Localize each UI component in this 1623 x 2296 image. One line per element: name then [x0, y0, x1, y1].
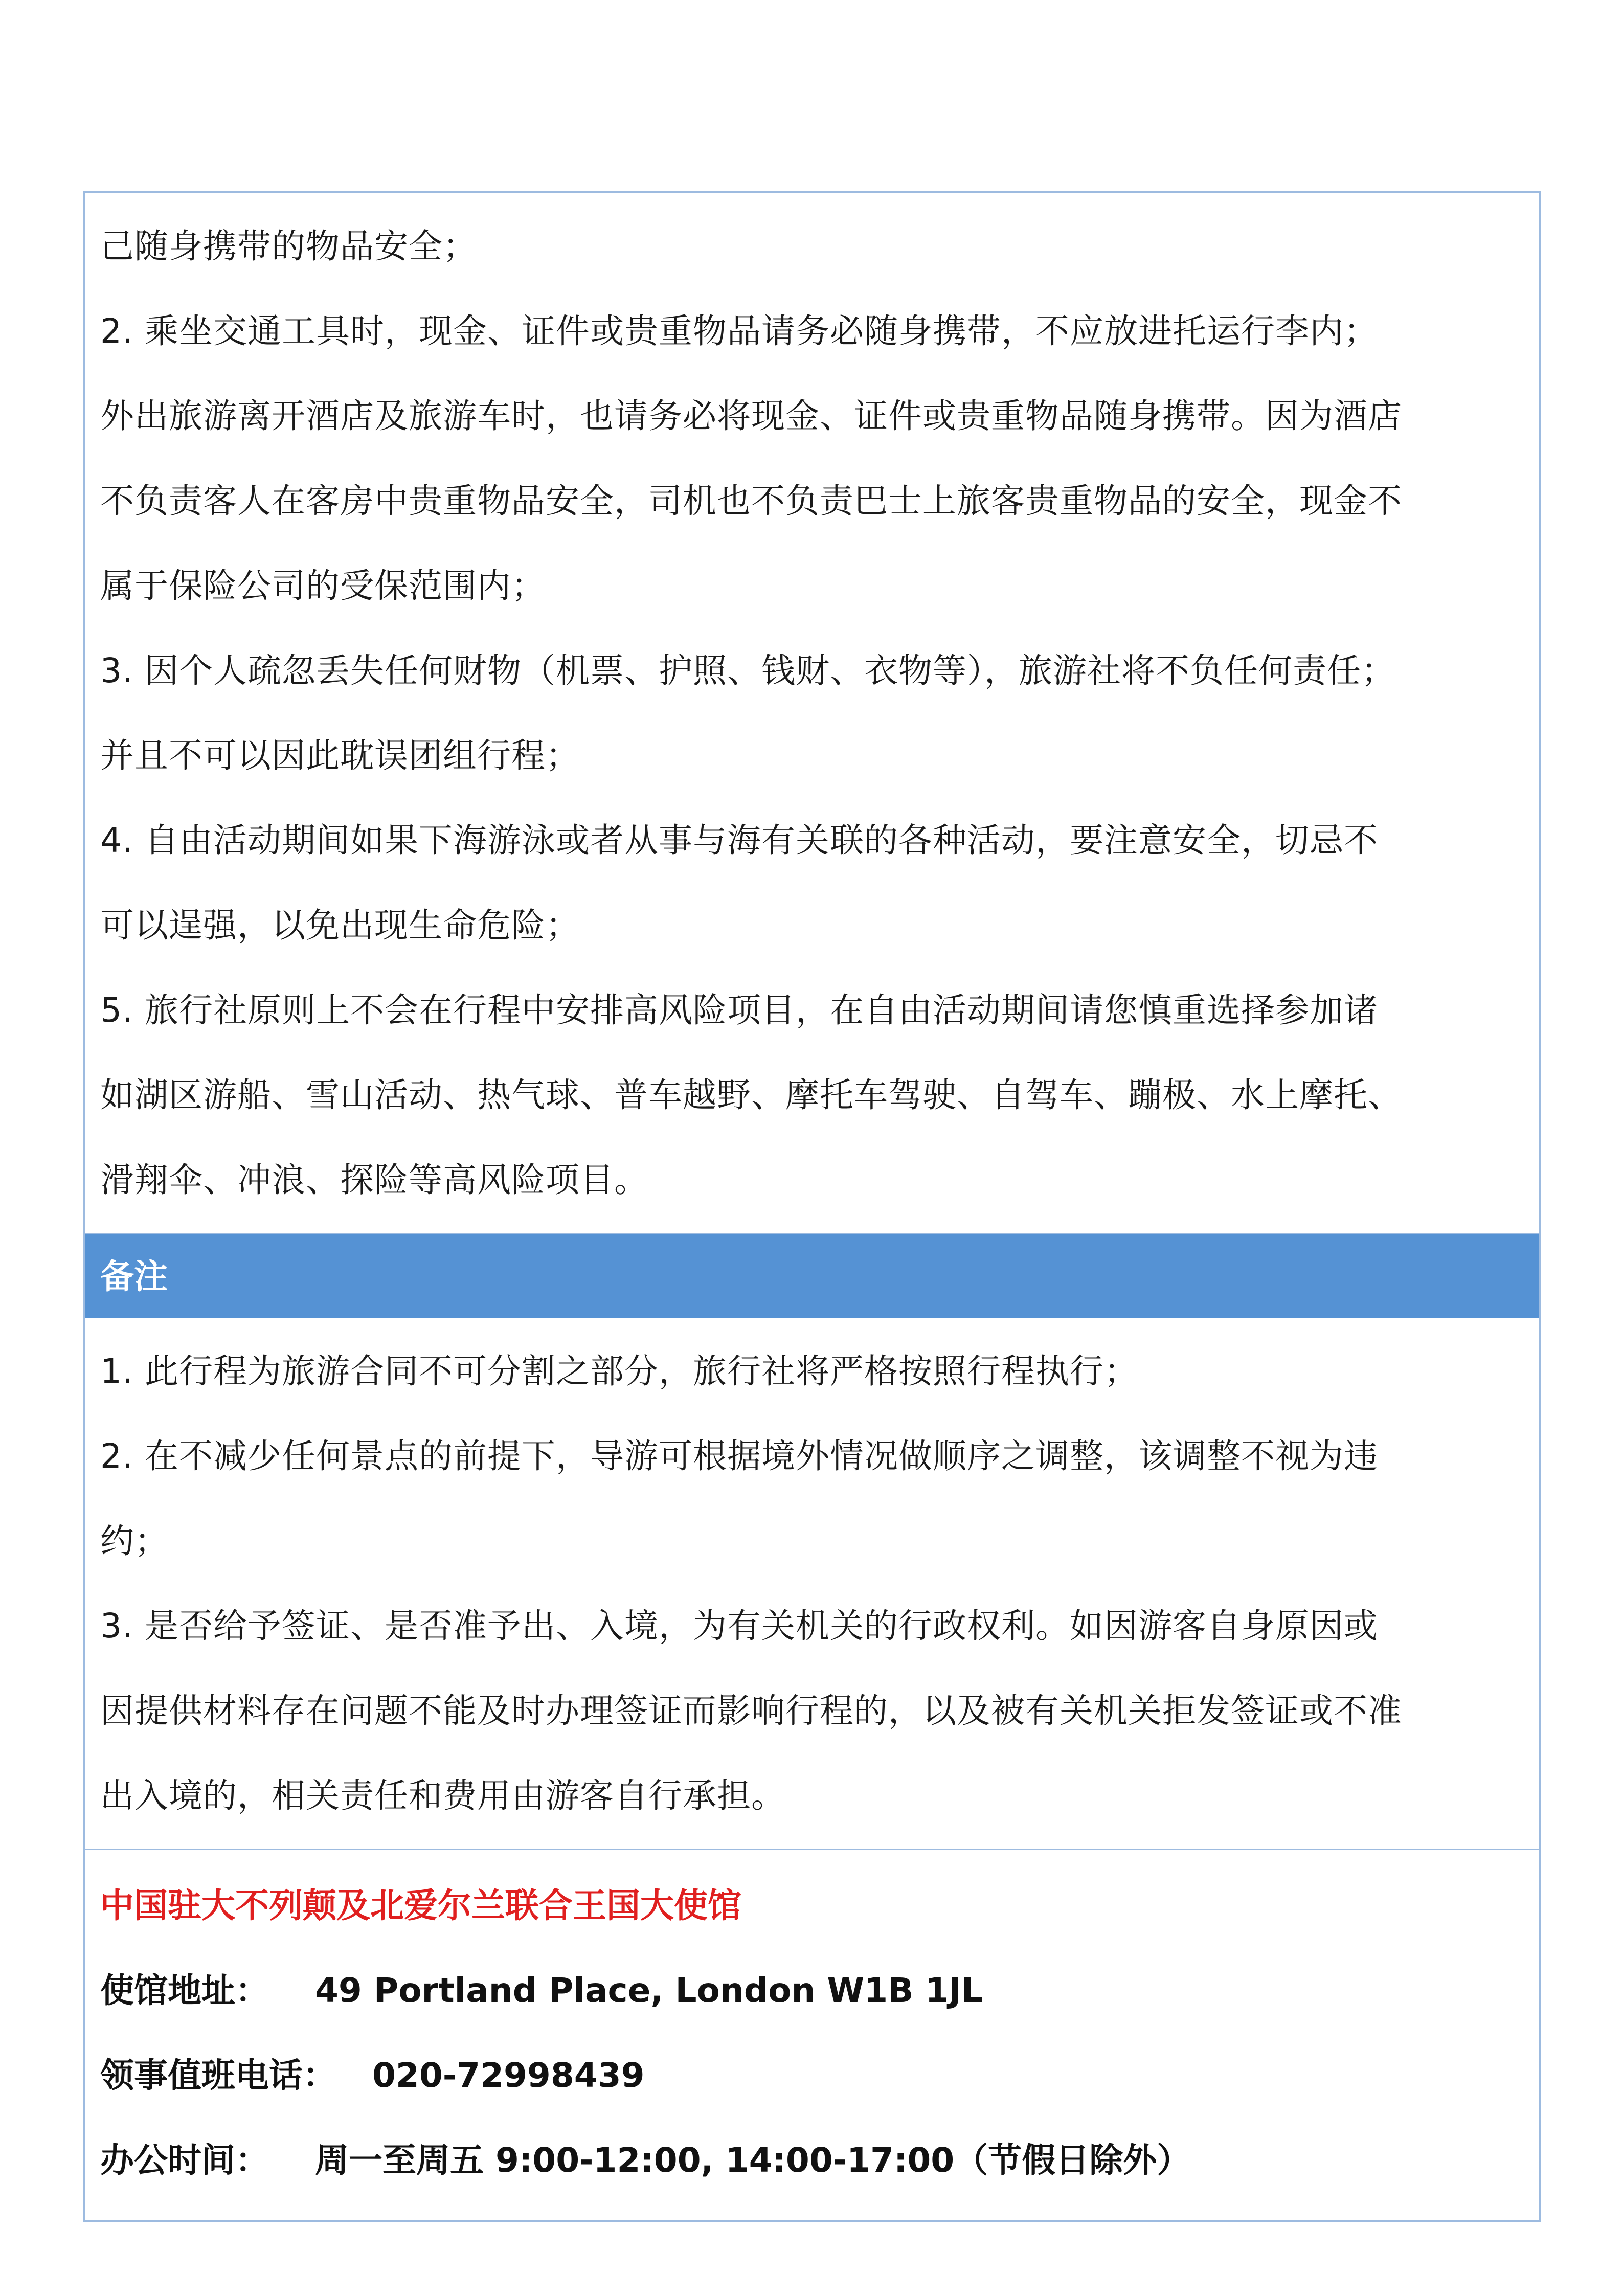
embassy-phone-value: 020-72998439 — [372, 2056, 645, 2095]
safety-line: 如湖区游船、雪山活动、热气球、普车越野、摩托车驾驶、自驾车、蹦极、水上摩托、 — [100, 1075, 1402, 1115]
embassy-address-value: 49 Portland Place, London W1B 1JL — [315, 1971, 983, 2010]
safety-line: 不负责客人在客房中贵重物品安全，司机也不负责巴士上旅客贵重物品的安全，现金不 — [100, 481, 1402, 521]
safety-line: 4. 自由活动期间如果下海游泳或者从事与海有关联的各种活动，要注意安全，切忌不 — [100, 821, 1378, 860]
safety-line: 5. 旅行社原则上不会在行程中安排高风险项目，在自由活动期间请您慎重选择参加诸 — [100, 991, 1378, 1030]
embassy-address-row — [100, 1948, 1524, 2033]
embassy-hours-row — [100, 2118, 1524, 2203]
safety-notes-section — [85, 193, 1539, 1233]
remarks-line: 2. 在不减少任何景点的前提下，导游可根据境外情况做顺序之调整，该调整不视为违 — [100, 1436, 1378, 1476]
remarks-line: 因提供材料存在问题不能及时办理签证而影响行程的，以及被有关机关拒发签证或不准 — [100, 1691, 1402, 1730]
remarks-line: 出入境的，相关责任和费用由游客自行承担。 — [100, 1776, 785, 1815]
safety-line: 可以逞强，以免出现生命危险； — [100, 906, 580, 945]
remarks-line: 约； — [100, 1521, 169, 1561]
embassy-info-section — [85, 1849, 1539, 2220]
safety-line: 属于保险公司的受保范围内； — [100, 566, 546, 605]
embassy-title: 中国驻大不列颠及北爱尔兰联合王国大使馆 — [100, 1886, 741, 1925]
embassy-address-label: 使馆地址： — [100, 1971, 269, 2010]
safety-line: 外出旅游离开酒店及旅游车时，也请务必将现金、证件或贵重物品随身携带。因为酒店 — [100, 396, 1402, 436]
safety-line: 己随身携带的物品安全； — [100, 227, 477, 266]
safety-line: 2. 乘坐交通工具时，现金、证件或贵重物品请务必随身携带，不应放进托运行李内； — [100, 311, 1378, 351]
embassy-phone-label: 领事值班电话： — [100, 2056, 336, 2095]
itinerary-notes-table — [83, 191, 1541, 2222]
remarks-line: 1. 此行程为旅游合同不可分割之部分，旅行社将严格按照行程执行； — [100, 1352, 1138, 1391]
safety-line: 并且不可以因此耽误团组行程； — [100, 736, 580, 775]
remarks-header: 备注 — [85, 1233, 1539, 1318]
embassy-hours-label: 办公时间： — [100, 2141, 269, 2180]
embassy-hours-value: 周一至周五 9:00-12:00, 14:00-17:00（节假日除外） — [315, 2141, 1191, 2180]
remarks-section — [85, 1318, 1539, 1849]
safety-line: 3. 因个人疏忽丢失任何财物（机票、护照、钱财、衣物等），旅游社将不负任何责任； — [100, 651, 1395, 690]
safety-line: 滑翔伞、冲浪、探险等高风险项目。 — [100, 1160, 648, 1200]
remarks-line: 3. 是否给予签证、是否准予出、入境，为有关机关的行政权利。如因游客自身原因或 — [100, 1606, 1378, 1646]
embassy-phone-row — [100, 2033, 1524, 2118]
